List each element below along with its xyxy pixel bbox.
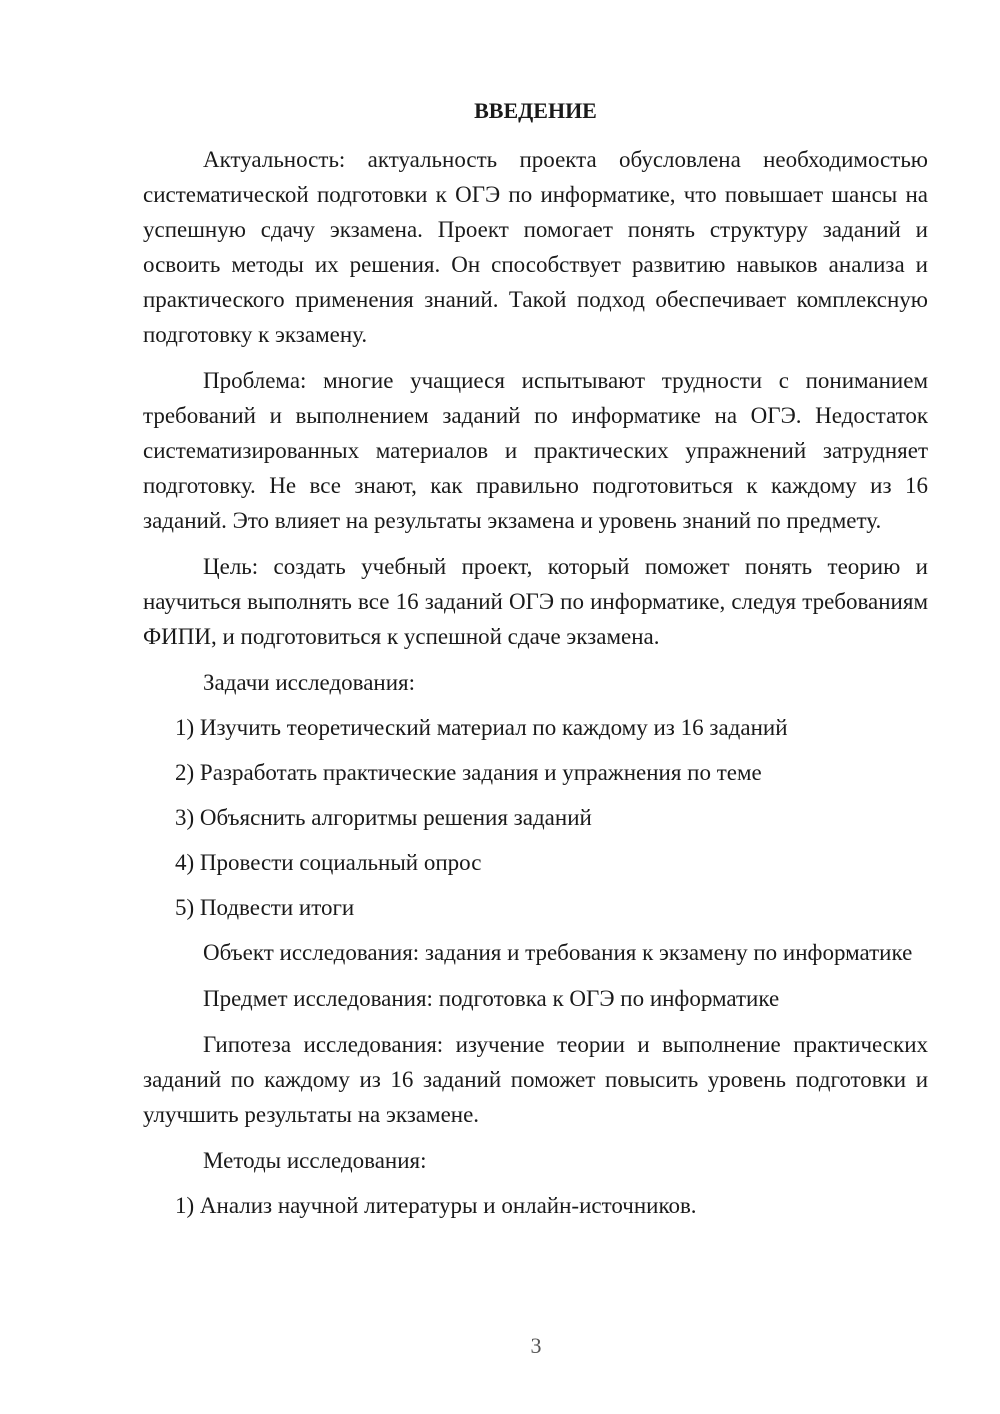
paragraph-subject: Предмет исследования: подготовка к ОГЭ по информатике: [203, 986, 780, 1011]
paragraph-hypothesis: Гипотеза исследования: изучение теории и выполнение практических заданий по каждому из 16 заданий поможет повысить уровень подготовки и улучшить результаты на экзамене.: [143, 1032, 928, 1127]
paragraph-goal: Цель: создать учебный проект, который поможет понять теорию и научиться выполнять все 16 заданий ОГЭ по информатике, следуя требованиям ФИПИ, и подготовиться к успешной сдаче экзамена.: [143, 554, 928, 649]
paragraph-object: Объект исследования: задания и требования к экзамену по информатике: [203, 940, 913, 965]
page-content: [143, 96, 928, 1233]
section-title: ВВЕДЕНИЕ: [474, 98, 597, 123]
list-item: 3) Объяснить алгоритмы решения заданий: [175, 805, 592, 830]
list-item: 1) Изучить теоретический материал по каждому из 16 заданий: [175, 715, 788, 740]
list-item: 2) Разработать практические задания и упражнения по теме: [175, 760, 762, 785]
methods-heading: Методы исследования:: [203, 1148, 427, 1173]
page-number: 3: [530, 1333, 542, 1358]
list-item: 4) Провести социальный опрос: [175, 850, 482, 875]
tasks-list: [143, 710, 928, 925]
paragraph-problem: Проблема: многие учащиеся испытывают трудности с пониманием требований и выполнением заданий по информатике на ОГЭ. Недостаток систематизированных материалов и практических упражнений затрудняет подготовку. Не все знают, как правильно подготовиться к каждому из 16 заданий. Это влияет на результаты экзамена и уровень знаний по предмету.: [143, 368, 928, 533]
methods-list: [143, 1188, 928, 1223]
tasks-heading: Задачи исследования:: [203, 670, 416, 695]
list-item: 1) Анализ научной литературы и онлайн-источников.: [175, 1193, 697, 1218]
list-item: 5) Подвести итоги: [175, 895, 355, 920]
paragraph-relevance: Актуальность: актуальность проекта обусловлена необходимостью систематической подготовки к ОГЭ по информатике, что повышает шансы на успешную сдачу экзамена. Проект помогает понять структуру заданий и освоить методы их решения. Он способствует развитию навыков анализа и практического применения знаний. Такой подход обеспечивает комплексную подготовку к экзамену.: [143, 147, 928, 347]
